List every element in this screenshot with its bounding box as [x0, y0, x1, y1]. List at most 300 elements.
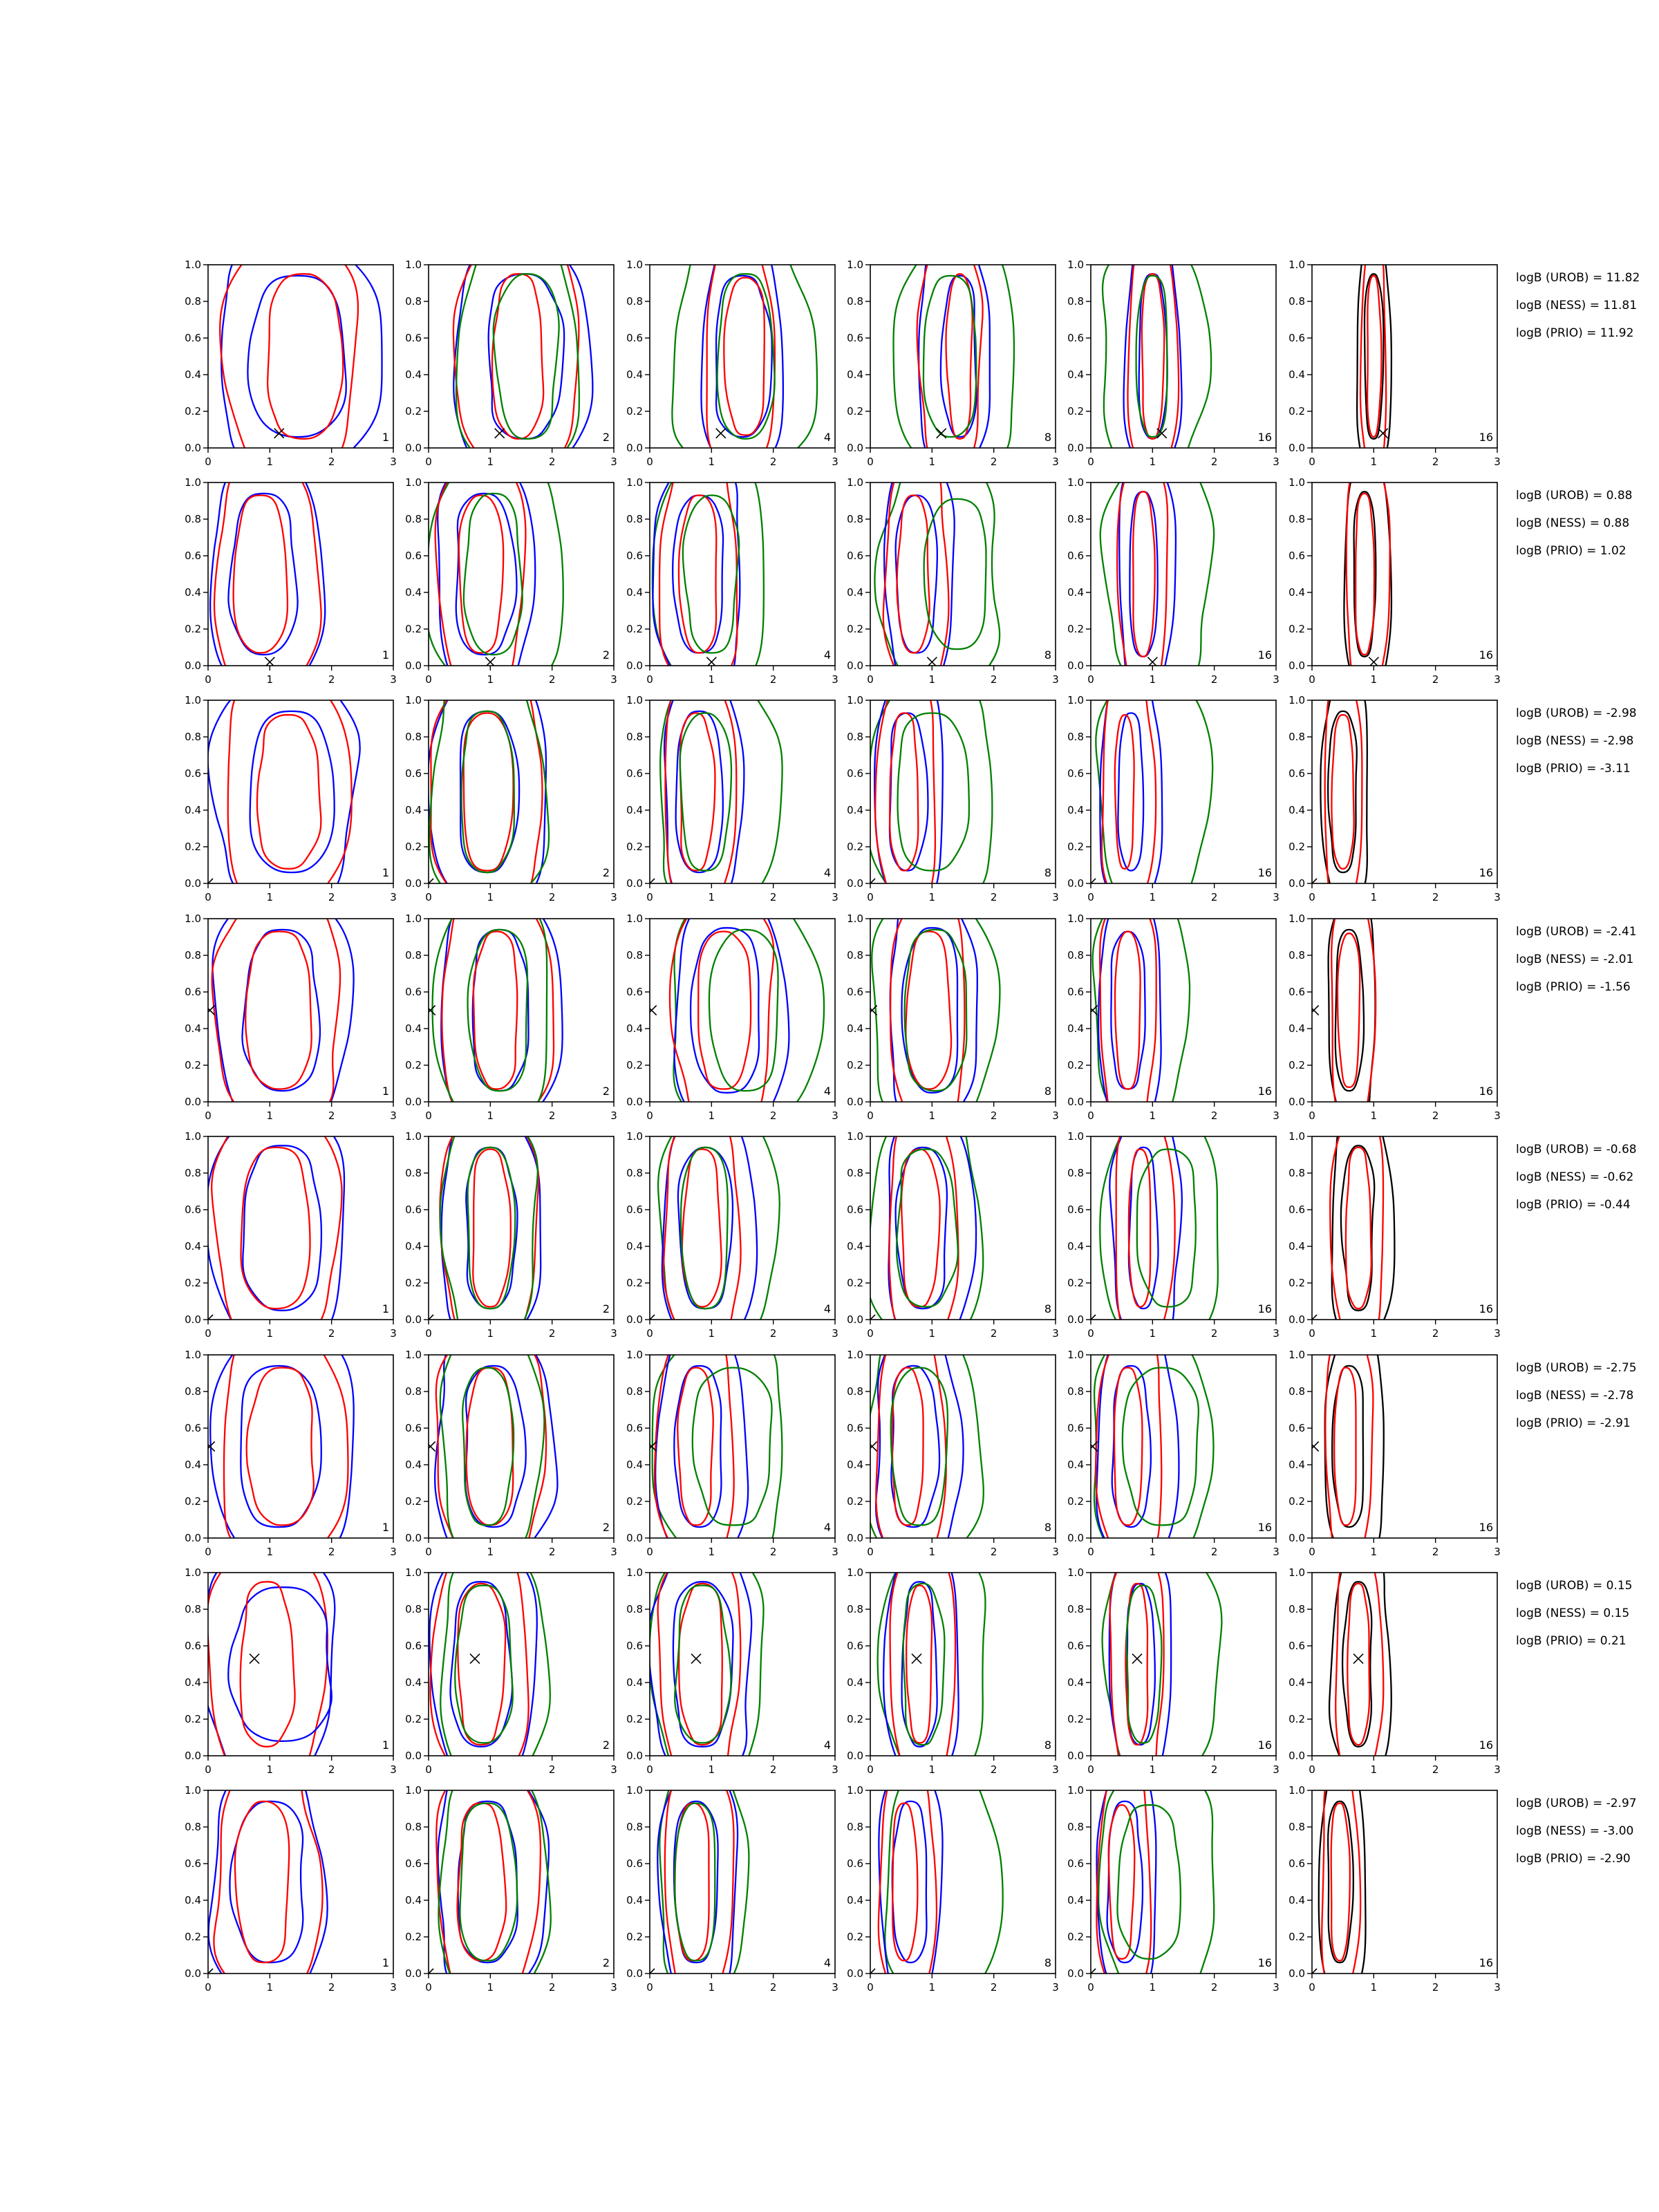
- y-tick-label: 0.6: [626, 550, 643, 562]
- y-tick-label: 0.6: [405, 1203, 422, 1216]
- x-tick-label: 3: [610, 891, 617, 903]
- panel-r5-c4: [847, 1109, 1059, 1347]
- panel-label: 1: [382, 1738, 389, 1752]
- x-tick-label: 0: [425, 456, 432, 468]
- y-tick-label: 0.4: [1288, 1022, 1305, 1035]
- true-point-marker: [868, 1442, 877, 1452]
- x-tick-label: 2: [769, 1327, 777, 1340]
- panel-r4-c4: [847, 891, 1059, 1130]
- x-tick-label: 2: [1210, 1327, 1218, 1340]
- contour-blue-4: [892, 1801, 927, 1962]
- x-tick-label: 0: [205, 673, 212, 686]
- y-tick-label: 1.0: [847, 476, 863, 489]
- x-tick-label: 0: [646, 1981, 653, 1994]
- panel-label: 16: [1257, 648, 1272, 662]
- contour-red-3: [658, 1545, 741, 1783]
- contour-red-4: [268, 274, 343, 439]
- x-tick-label: 3: [1494, 1546, 1501, 1558]
- y-tick-label: 0.6: [405, 986, 422, 998]
- panel-r1-c2: [405, 237, 617, 476]
- x-tick-label: 0: [1087, 1327, 1094, 1340]
- contour-red-3: [876, 1327, 946, 1566]
- panel-r4-c2: [405, 891, 617, 1130]
- contour-red-3: [890, 1545, 955, 1783]
- x-tick-label: 0: [1087, 673, 1094, 686]
- x-tick-label: 3: [832, 1327, 838, 1340]
- y-tick-label: 0.0: [185, 659, 201, 672]
- x-tick-label: 2: [1210, 1763, 1218, 1776]
- contour-red-4: [257, 715, 321, 869]
- contour-red-5: [677, 1368, 713, 1526]
- y-tick-label: 0.0: [626, 442, 643, 454]
- contour-red-4: [1334, 1368, 1356, 1526]
- logb-text-row4-3: logB (PRIO) = -1.56: [1516, 980, 1631, 994]
- y-tick-label: 0.4: [1067, 1022, 1084, 1035]
- y-tick-label: 0.2: [1288, 405, 1305, 418]
- x-tick-label: 1: [266, 1763, 274, 1776]
- x-tick-label: 0: [1309, 1546, 1315, 1558]
- true-point-marker: [937, 429, 946, 438]
- y-tick-label: 0.4: [185, 1894, 201, 1906]
- contour-red-5: [1133, 491, 1155, 657]
- y-tick-label: 0.8: [1288, 513, 1305, 525]
- y-tick-label: 0.2: [405, 623, 422, 635]
- x-tick-label: 3: [390, 673, 397, 686]
- panel-label: 2: [602, 1956, 610, 1969]
- panel-label: 2: [602, 1302, 610, 1315]
- y-tick-label: 1.0: [1288, 1349, 1305, 1361]
- y-tick-label: 0.4: [847, 804, 863, 816]
- logb-text-row3-1: logB (UROB) = -2.98: [1516, 706, 1637, 720]
- contour-red-4: [241, 1147, 310, 1309]
- x-tick-label: 0: [1087, 1763, 1094, 1776]
- y-tick-label: 1.0: [405, 259, 422, 271]
- y-tick-label: 0.0: [626, 1967, 643, 1980]
- y-tick-label: 0.6: [1288, 332, 1305, 344]
- y-tick-label: 1.0: [1288, 1784, 1305, 1797]
- x-tick-label: 1: [928, 1763, 936, 1776]
- panel-label: 4: [823, 1302, 831, 1315]
- contour-green-6: [468, 930, 527, 1091]
- logb-text-row5-2: logB (NESS) = -0.62: [1516, 1170, 1634, 1184]
- y-tick-label: 0.2: [847, 623, 863, 635]
- contour-green-6: [680, 713, 731, 871]
- x-tick-label: 0: [425, 1327, 432, 1340]
- y-tick-label: 0.2: [1067, 1931, 1084, 1943]
- contour-red-5: [682, 1150, 722, 1307]
- y-tick-label: 0.6: [1067, 1203, 1084, 1216]
- contour-green-6: [897, 1150, 958, 1307]
- contour-green-1: [867, 1109, 984, 1347]
- axes-frame: [1312, 700, 1497, 883]
- y-tick-label: 0.6: [847, 1640, 863, 1652]
- y-tick-label: 0.6: [1288, 550, 1305, 562]
- x-tick-label: 3: [1273, 1109, 1280, 1122]
- contour-red-4: [245, 932, 311, 1089]
- x-tick-label: 2: [328, 891, 335, 903]
- x-tick-label: 2: [328, 1327, 335, 1340]
- y-tick-label: 1.0: [1067, 476, 1084, 489]
- contour-red-5: [492, 274, 543, 439]
- y-tick-label: 0.0: [1067, 1313, 1084, 1326]
- x-tick-label: 3: [1273, 891, 1280, 903]
- contour-red-2: [431, 673, 542, 911]
- x-tick-label: 2: [990, 456, 997, 468]
- contour-blue-3: [247, 276, 346, 437]
- x-tick-label: 2: [328, 456, 335, 468]
- true-point-marker: [647, 1006, 657, 1015]
- panel-r7-c2: [405, 1545, 617, 1783]
- y-tick-label: 0.8: [405, 513, 422, 525]
- panel-r2-c4: [847, 455, 1059, 693]
- contour-red-5: [890, 713, 918, 871]
- contour-red-5: [473, 1150, 511, 1307]
- axes-frame: [429, 1790, 614, 1974]
- x-tick-label: 1: [708, 1546, 715, 1558]
- y-tick-label: 0.0: [847, 1750, 863, 1762]
- panel-label: 16: [1479, 1302, 1493, 1315]
- panel-label: 2: [602, 866, 610, 879]
- contour-red-5: [1142, 274, 1164, 439]
- x-tick-label: 3: [1273, 1981, 1280, 1994]
- logb-text-row7-3: logB (PRIO) = 0.21: [1516, 1634, 1627, 1648]
- x-tick-label: 0: [205, 891, 212, 903]
- y-tick-label: 1.0: [847, 1130, 863, 1143]
- x-tick-label: 2: [548, 1109, 556, 1122]
- contour-green-1: [894, 237, 1014, 476]
- y-tick-label: 0.0: [1288, 1313, 1305, 1326]
- contour-red-5: [901, 1150, 940, 1307]
- axes-frame: [429, 1136, 614, 1320]
- axes-frame: [1091, 1136, 1276, 1320]
- contour-blue-2: [662, 1109, 757, 1347]
- y-tick-label: 0.4: [405, 1022, 422, 1035]
- y-tick-label: 1.0: [847, 694, 863, 706]
- y-tick-label: 1.0: [847, 1349, 863, 1361]
- x-tick-label: 0: [425, 1546, 432, 1558]
- panel-label: 4: [823, 431, 831, 444]
- panel-r8-c6: [1288, 1763, 1501, 2001]
- y-tick-label: 1.0: [626, 259, 643, 271]
- y-tick-label: 0.0: [1288, 659, 1305, 672]
- y-tick-label: 0.4: [1067, 1894, 1084, 1906]
- x-tick-label: 1: [266, 1109, 274, 1122]
- x-tick-label: 3: [832, 1981, 838, 1994]
- panel-r6-c6: [1288, 1327, 1501, 1566]
- x-tick-label: 1: [1370, 673, 1378, 686]
- y-tick-label: 0.0: [185, 442, 201, 454]
- x-tick-label: 3: [390, 891, 397, 903]
- contour-blue-3: [229, 1801, 303, 1962]
- axes-frame: [429, 1355, 614, 1538]
- contour-red-5: [892, 1803, 917, 1961]
- x-tick-label: 1: [928, 1546, 936, 1558]
- x-tick-label: 1: [1149, 673, 1156, 686]
- logb-text-row8-2: logB (NESS) = -3.00: [1516, 1824, 1634, 1838]
- y-tick-label: 0.6: [405, 332, 422, 344]
- x-tick-label: 2: [328, 673, 335, 686]
- contour-blue-3: [241, 1366, 321, 1527]
- x-tick-label: 0: [1087, 1981, 1094, 1994]
- contour-red-3: [655, 1327, 734, 1566]
- panel-label: 16: [1479, 431, 1493, 444]
- x-tick-label: 3: [1273, 1763, 1280, 1776]
- y-tick-label: 0.2: [626, 405, 643, 418]
- axes-frame: [870, 265, 1056, 448]
- x-tick-label: 1: [928, 673, 936, 686]
- x-tick-label: 1: [487, 1109, 494, 1122]
- x-tick-label: 2: [1432, 891, 1439, 903]
- x-tick-label: 1: [928, 456, 936, 468]
- contour-red-2: [228, 673, 352, 911]
- y-tick-label: 0.6: [1288, 767, 1305, 780]
- y-tick-label: 0.6: [185, 1203, 201, 1216]
- contour-red-5: [1115, 932, 1141, 1089]
- x-tick-label: 2: [1210, 1981, 1218, 1994]
- x-tick-label: 2: [328, 1763, 335, 1776]
- x-tick-label: 1: [1370, 1109, 1378, 1122]
- y-tick-label: 0.2: [626, 1277, 643, 1289]
- y-tick-label: 0.0: [626, 1096, 643, 1108]
- axes-frame: [1312, 1355, 1497, 1538]
- panel-r3-c6: [1288, 673, 1501, 911]
- y-tick-label: 0.0: [185, 1096, 201, 1108]
- logb-text-row6-3: logB (PRIO) = -2.91: [1516, 1416, 1631, 1430]
- y-tick-label: 0.2: [847, 1713, 863, 1725]
- panel-r1-c1: [185, 237, 397, 476]
- x-tick-label: 1: [1149, 1763, 1156, 1776]
- x-tick-label: 0: [425, 1981, 432, 1994]
- panel-r8-c1: [185, 1763, 397, 2001]
- y-tick-label: 1.0: [185, 1349, 201, 1361]
- y-tick-label: 0.0: [847, 1313, 863, 1326]
- x-tick-label: 0: [425, 1109, 432, 1122]
- contour-red-3: [890, 1109, 959, 1347]
- y-tick-label: 0.8: [626, 513, 643, 525]
- y-tick-label: 0.6: [405, 1640, 422, 1652]
- x-tick-label: 1: [1149, 456, 1156, 468]
- panel-r1-c6: [1288, 237, 1501, 476]
- x-tick-label: 3: [1273, 1546, 1280, 1558]
- y-tick-label: 0.6: [847, 1857, 863, 1870]
- panel-label: 1: [382, 1521, 389, 1534]
- y-tick-label: 0.2: [1067, 1059, 1084, 1071]
- y-tick-label: 0.8: [185, 295, 201, 308]
- y-tick-label: 0.0: [405, 442, 422, 454]
- y-tick-label: 1.0: [185, 1130, 201, 1143]
- x-tick-label: 0: [1309, 673, 1315, 686]
- axes-frame: [650, 700, 835, 883]
- panel-r3-c3: [626, 673, 838, 911]
- y-tick-label: 0.0: [1288, 1967, 1305, 1980]
- logb-text-row5-3: logB (PRIO) = -0.44: [1516, 1198, 1631, 1212]
- panel-r6-c5: [1067, 1327, 1280, 1566]
- contour-red-5: [679, 1584, 722, 1745]
- x-tick-label: 2: [548, 1327, 556, 1340]
- contour-red-4: [1331, 1803, 1350, 1961]
- y-tick-label: 1.0: [626, 1130, 643, 1143]
- x-tick-label: 0: [205, 1327, 212, 1340]
- y-tick-label: 0.0: [847, 877, 863, 890]
- x-tick-label: 0: [867, 1109, 874, 1122]
- y-tick-label: 0.4: [185, 1459, 201, 1471]
- contour-green-1: [653, 455, 764, 693]
- x-tick-label: 2: [1210, 1546, 1218, 1558]
- x-tick-label: 1: [708, 891, 715, 903]
- y-tick-label: 0.2: [405, 1713, 422, 1725]
- y-tick-label: 0.6: [185, 550, 201, 562]
- contour-green-1: [660, 673, 782, 911]
- x-tick-label: 3: [1494, 456, 1501, 468]
- y-tick-label: 0.4: [185, 1240, 201, 1253]
- axes-frame: [650, 482, 835, 666]
- y-tick-label: 0.0: [405, 659, 422, 672]
- x-tick-label: 3: [390, 1981, 397, 1994]
- axes-frame: [1091, 265, 1276, 448]
- x-tick-label: 2: [769, 1763, 777, 1776]
- x-tick-label: 0: [205, 1981, 212, 1994]
- contour-red-4: [241, 1582, 295, 1747]
- x-tick-label: 2: [1210, 1109, 1218, 1122]
- x-tick-label: 1: [1149, 1109, 1156, 1122]
- y-tick-label: 0.6: [185, 1857, 201, 1870]
- contour-red-5: [1115, 715, 1134, 869]
- y-tick-label: 0.4: [1288, 586, 1305, 599]
- panel-r4-c3: [626, 891, 838, 1130]
- x-tick-label: 1: [487, 1981, 494, 1994]
- contour-red-5: [724, 278, 764, 435]
- x-tick-label: 2: [548, 1763, 556, 1776]
- contour-red-2: [1322, 1763, 1360, 2001]
- contour-red-4: [1331, 715, 1353, 869]
- y-tick-label: 0.0: [405, 1096, 422, 1108]
- panel-r6-c2: [405, 1327, 617, 1566]
- x-tick-label: 2: [990, 1109, 997, 1122]
- y-tick-label: 0.8: [1067, 1603, 1084, 1615]
- x-tick-label: 1: [266, 891, 274, 903]
- y-tick-label: 0.2: [847, 841, 863, 853]
- y-tick-label: 0.6: [1067, 332, 1084, 344]
- x-tick-label: 3: [390, 1109, 397, 1122]
- x-tick-label: 3: [390, 1327, 397, 1340]
- contour-green-1: [672, 237, 817, 476]
- contour-green-6: [683, 496, 739, 653]
- y-tick-label: 0.6: [405, 550, 422, 562]
- contour-green-1: [1103, 237, 1211, 476]
- y-tick-label: 0.2: [847, 1277, 863, 1289]
- x-tick-label: 2: [1210, 456, 1218, 468]
- x-tick-label: 1: [1370, 891, 1378, 903]
- y-tick-label: 0.2: [626, 1495, 643, 1508]
- x-tick-label: 3: [1273, 1327, 1280, 1340]
- y-tick-label: 0.0: [847, 659, 863, 672]
- x-tick-label: 0: [646, 891, 653, 903]
- contour-green-1: [653, 1327, 782, 1566]
- y-tick-label: 0.4: [405, 368, 422, 381]
- contour-red-3: [1100, 891, 1156, 1130]
- contour-blue-4: [890, 713, 928, 871]
- true-point-marker: [1378, 429, 1388, 438]
- y-tick-label: 0.8: [1288, 1167, 1305, 1179]
- true-point-marker: [691, 1654, 701, 1664]
- contour-blue-4: [450, 1582, 512, 1747]
- axes-frame: [1312, 1790, 1497, 1974]
- panel-label: 16: [1257, 1302, 1272, 1315]
- y-tick-label: 1.0: [185, 1566, 201, 1579]
- panel-r7-c3: [626, 1545, 838, 1783]
- y-tick-label: 0.2: [185, 841, 201, 853]
- y-tick-label: 1.0: [1067, 1566, 1084, 1579]
- y-tick-label: 0.6: [626, 1203, 643, 1216]
- contour-red-3: [659, 455, 737, 693]
- panel-label: 16: [1257, 1738, 1272, 1752]
- y-tick-label: 0.0: [1067, 1750, 1084, 1762]
- x-tick-label: 3: [1052, 1109, 1059, 1122]
- y-tick-label: 0.4: [185, 586, 201, 599]
- x-tick-label: 2: [548, 673, 556, 686]
- y-tick-label: 0.2: [185, 1931, 201, 1943]
- y-tick-label: 0.4: [626, 1022, 643, 1035]
- contour-red-2: [440, 1109, 538, 1347]
- contour-red-2: [207, 1545, 328, 1783]
- x-tick-label: 1: [1370, 1763, 1378, 1776]
- panel-label: 2: [602, 1085, 610, 1098]
- axes-frame: [208, 482, 393, 666]
- contour-green-3: [456, 237, 579, 476]
- y-tick-label: 0.8: [1067, 295, 1084, 308]
- x-tick-label: 0: [867, 1763, 874, 1776]
- x-tick-label: 2: [1210, 673, 1218, 686]
- panel-label: 8: [1044, 1521, 1051, 1534]
- y-tick-label: 0.8: [405, 295, 422, 308]
- x-tick-label: 0: [646, 1109, 653, 1122]
- contour-green-6: [494, 274, 559, 439]
- x-tick-label: 1: [1149, 891, 1156, 903]
- x-tick-label: 1: [266, 1981, 274, 1994]
- x-tick-label: 1: [928, 891, 936, 903]
- y-tick-label: 0.2: [626, 841, 643, 853]
- x-tick-label: 3: [610, 1981, 617, 1994]
- y-tick-label: 1.0: [626, 1349, 643, 1361]
- x-tick-label: 0: [646, 1546, 653, 1558]
- y-tick-label: 0.2: [405, 1277, 422, 1289]
- y-tick-label: 0.2: [405, 1931, 422, 1943]
- y-tick-label: 0.4: [405, 586, 422, 599]
- contour-red-3: [917, 237, 983, 476]
- true-point-marker: [716, 429, 726, 438]
- y-tick-label: 1.0: [847, 1784, 863, 1797]
- y-tick-label: 0.0: [405, 1532, 422, 1544]
- contour-red-4: [1338, 933, 1360, 1087]
- y-tick-label: 0.2: [405, 841, 422, 853]
- y-tick-label: 0.6: [1288, 1640, 1305, 1652]
- y-tick-label: 0.0: [1288, 877, 1305, 890]
- y-tick-label: 0.8: [1067, 1167, 1084, 1179]
- contour-red-4: [234, 496, 288, 653]
- y-tick-label: 0.8: [405, 949, 422, 962]
- x-tick-label: 1: [487, 1763, 494, 1776]
- y-tick-label: 0.8: [185, 1821, 201, 1833]
- contour-red-4: [1356, 494, 1374, 655]
- panel-label: 4: [823, 648, 831, 662]
- x-tick-label: 3: [832, 456, 838, 468]
- panel-label: 16: [1479, 648, 1493, 662]
- contour-blue-4: [1112, 1366, 1151, 1527]
- y-tick-label: 0.0: [405, 877, 422, 890]
- x-tick-label: 0: [205, 1546, 212, 1558]
- x-tick-label: 1: [708, 1763, 715, 1776]
- y-tick-label: 0.0: [847, 442, 863, 454]
